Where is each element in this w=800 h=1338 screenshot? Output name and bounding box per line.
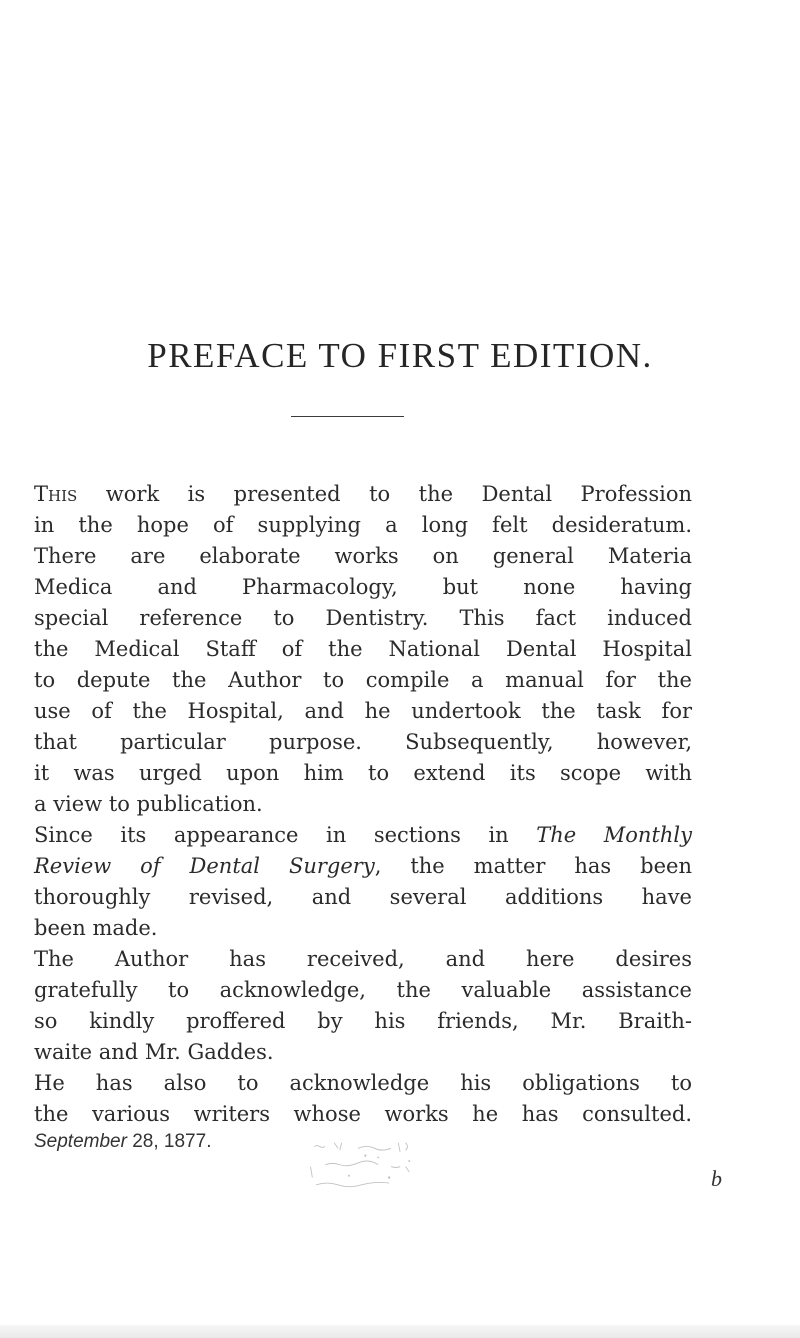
paragraph-3-line-4: waite and Mr. Gaddes. — [34, 1040, 274, 1064]
date-day-year: 28, 1877. — [126, 1131, 212, 1152]
date-month: September — [34, 1131, 127, 1152]
text-span: , the matter has been — [374, 854, 692, 878]
paragraph-1-line-2: in the hope of supplying a long felt desideratum. — [34, 513, 692, 537]
paragraph-1-line-10: it was urged upon him to extend its scope with — [34, 761, 692, 785]
paragraph-1-line-8: use of the Hospital, and he undertook the task for — [34, 699, 692, 723]
paragraph-4-line-1: He has also to acknowledge his obligations to — [34, 1071, 692, 1095]
bleed-through-marks — [300, 1130, 460, 1194]
paragraph-3-line-2: gratefully to acknowledge, the valuable assistance — [34, 978, 692, 1002]
paragraph-1-line-9: that particular purpose. Subsequently, however, — [34, 730, 692, 754]
paragraph-2-line-4: been made. — [34, 916, 158, 940]
paragraph-1-line-3: There are elaborate works on general Materia — [34, 544, 692, 568]
signature-mark: b — [711, 1166, 722, 1191]
paragraph-1-line-5: special reference to Dentistry. This fact induced — [34, 606, 692, 630]
paragraph-4-line-2: the various writers whose works he has consulted. — [34, 1102, 692, 1126]
preface-title: PREFACE TO FIRST EDITION. — [147, 336, 653, 375]
paragraph-1-line-11: a view to publication. — [34, 792, 263, 816]
small-caps-opening: This — [34, 482, 78, 506]
journal-title-italic: The Monthly — [536, 823, 692, 847]
paragraph-2-line-1 — [34, 820, 692, 850]
paragraph-3-line-3: so kindly proffered by his friends, Mr. Braith- — [34, 1009, 692, 1033]
text-span: work is presented to the Dental Profession — [77, 482, 692, 506]
page-bottom-edge — [0, 1325, 800, 1338]
title-rule — [291, 416, 404, 417]
paragraph-3-line-1: The Author has received, and here desires — [34, 947, 692, 971]
paragraph-1-line-7: to depute the Author to compile a manual for the — [34, 668, 692, 692]
paragraph-1-line-6: the Medical Staff of the National Dental Hospital — [34, 637, 692, 661]
preface-date — [34, 1131, 211, 1153]
paragraph-1-line-1 — [34, 479, 692, 509]
text-span: Since its appearance in sections in — [34, 823, 537, 847]
paragraph-2-line-3: thoroughly revised, and several additions have — [34, 885, 692, 909]
paragraph-2-line-2 — [34, 851, 692, 881]
journal-title-italic: Review of Dental Surgery — [34, 854, 375, 878]
paragraph-1-line-4: Medica and Pharmacology, but none having — [34, 575, 692, 599]
